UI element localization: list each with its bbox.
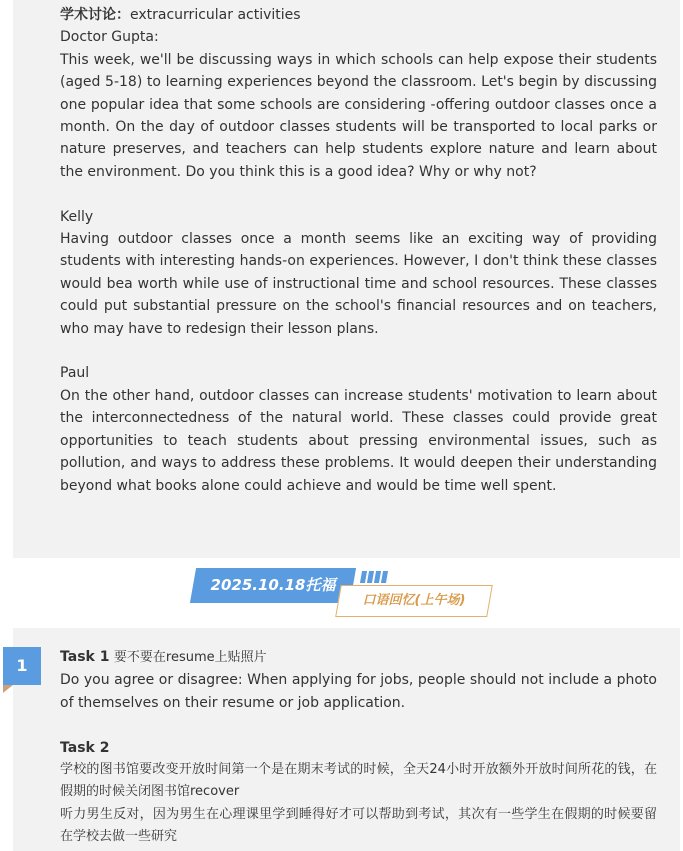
number-badge: 1 xyxy=(3,647,41,685)
professor-name: Doctor Gupta: xyxy=(60,29,159,46)
professor-text: This week, we'll be discussing ways in which schools can help expose their students (aged 5-18) to learning experiences beyond the classroom. Let's begin by discussing one popular idea that some schools are considering -offering outdoor classes once a month. On the day of outdoor classes students will be transported to local parks or nature preserves, and teachers can help students explore nature and learn about the environment. Do you think this is a good idea? Why or why not? xyxy=(60,51,657,180)
date-banner-label: 2025.10.18托福 xyxy=(210,576,336,594)
discussion-heading-label: 学术讨论： xyxy=(60,7,130,23)
badge-fold-icon xyxy=(3,685,13,693)
task1-text: Do you agree or disagree: When applying for jobs, people should not include a photo of themselves on their resume or job application. xyxy=(60,672,657,711)
student2-text: On the other hand, outdoor classes can increase students' motivation to learn about the interconnectedness of the natural world. These classes could provide great opportunities to teach students about pressing environmental issues, such as pollution, and ways to address these problems. It would deepen their understanding beyond what books alone could achieve and would be time well spent. xyxy=(60,387,657,494)
decorative-bars-icon xyxy=(361,568,389,580)
discussion-topic: extracurricular activities xyxy=(130,7,301,23)
student1-name: Kelly xyxy=(60,208,94,225)
task1-heading xyxy=(60,646,657,669)
task1-label: Task 1 xyxy=(60,649,110,665)
discussion-heading xyxy=(60,4,657,26)
speaking-content xyxy=(60,646,657,849)
session-banner-label: 口语回忆(上午场) xyxy=(362,593,466,608)
task2-label: Task 2 xyxy=(60,739,110,756)
student1-text: Having outdoor classes once a month seems like an exciting way of providing students with interesting hands-on experiences. However, I don't think these classes would bea worth while use of instructional time and school resources. These classes could put substantial pressure on the school's financial resources and on teachers, who may have to redesign their lesson plans. xyxy=(60,231,657,337)
task2-line1: 学校的图书馆要改变开放时间第一个是在期末考试的时候，全天24小时开放额外开放时间所花的钱，在假期的时候关闭图书馆recover xyxy=(60,762,657,800)
discussion-content xyxy=(60,4,657,497)
task1-cn: 要不要在resume上贴照片 xyxy=(113,650,267,665)
task2-line2: 听力男生反对，因为男生在心理课里学到睡得好才可以帮助到考试，其次有一些学生在假期的时候要留在学校去做一些研究 xyxy=(60,806,657,845)
student2-name: Paul xyxy=(60,365,90,382)
